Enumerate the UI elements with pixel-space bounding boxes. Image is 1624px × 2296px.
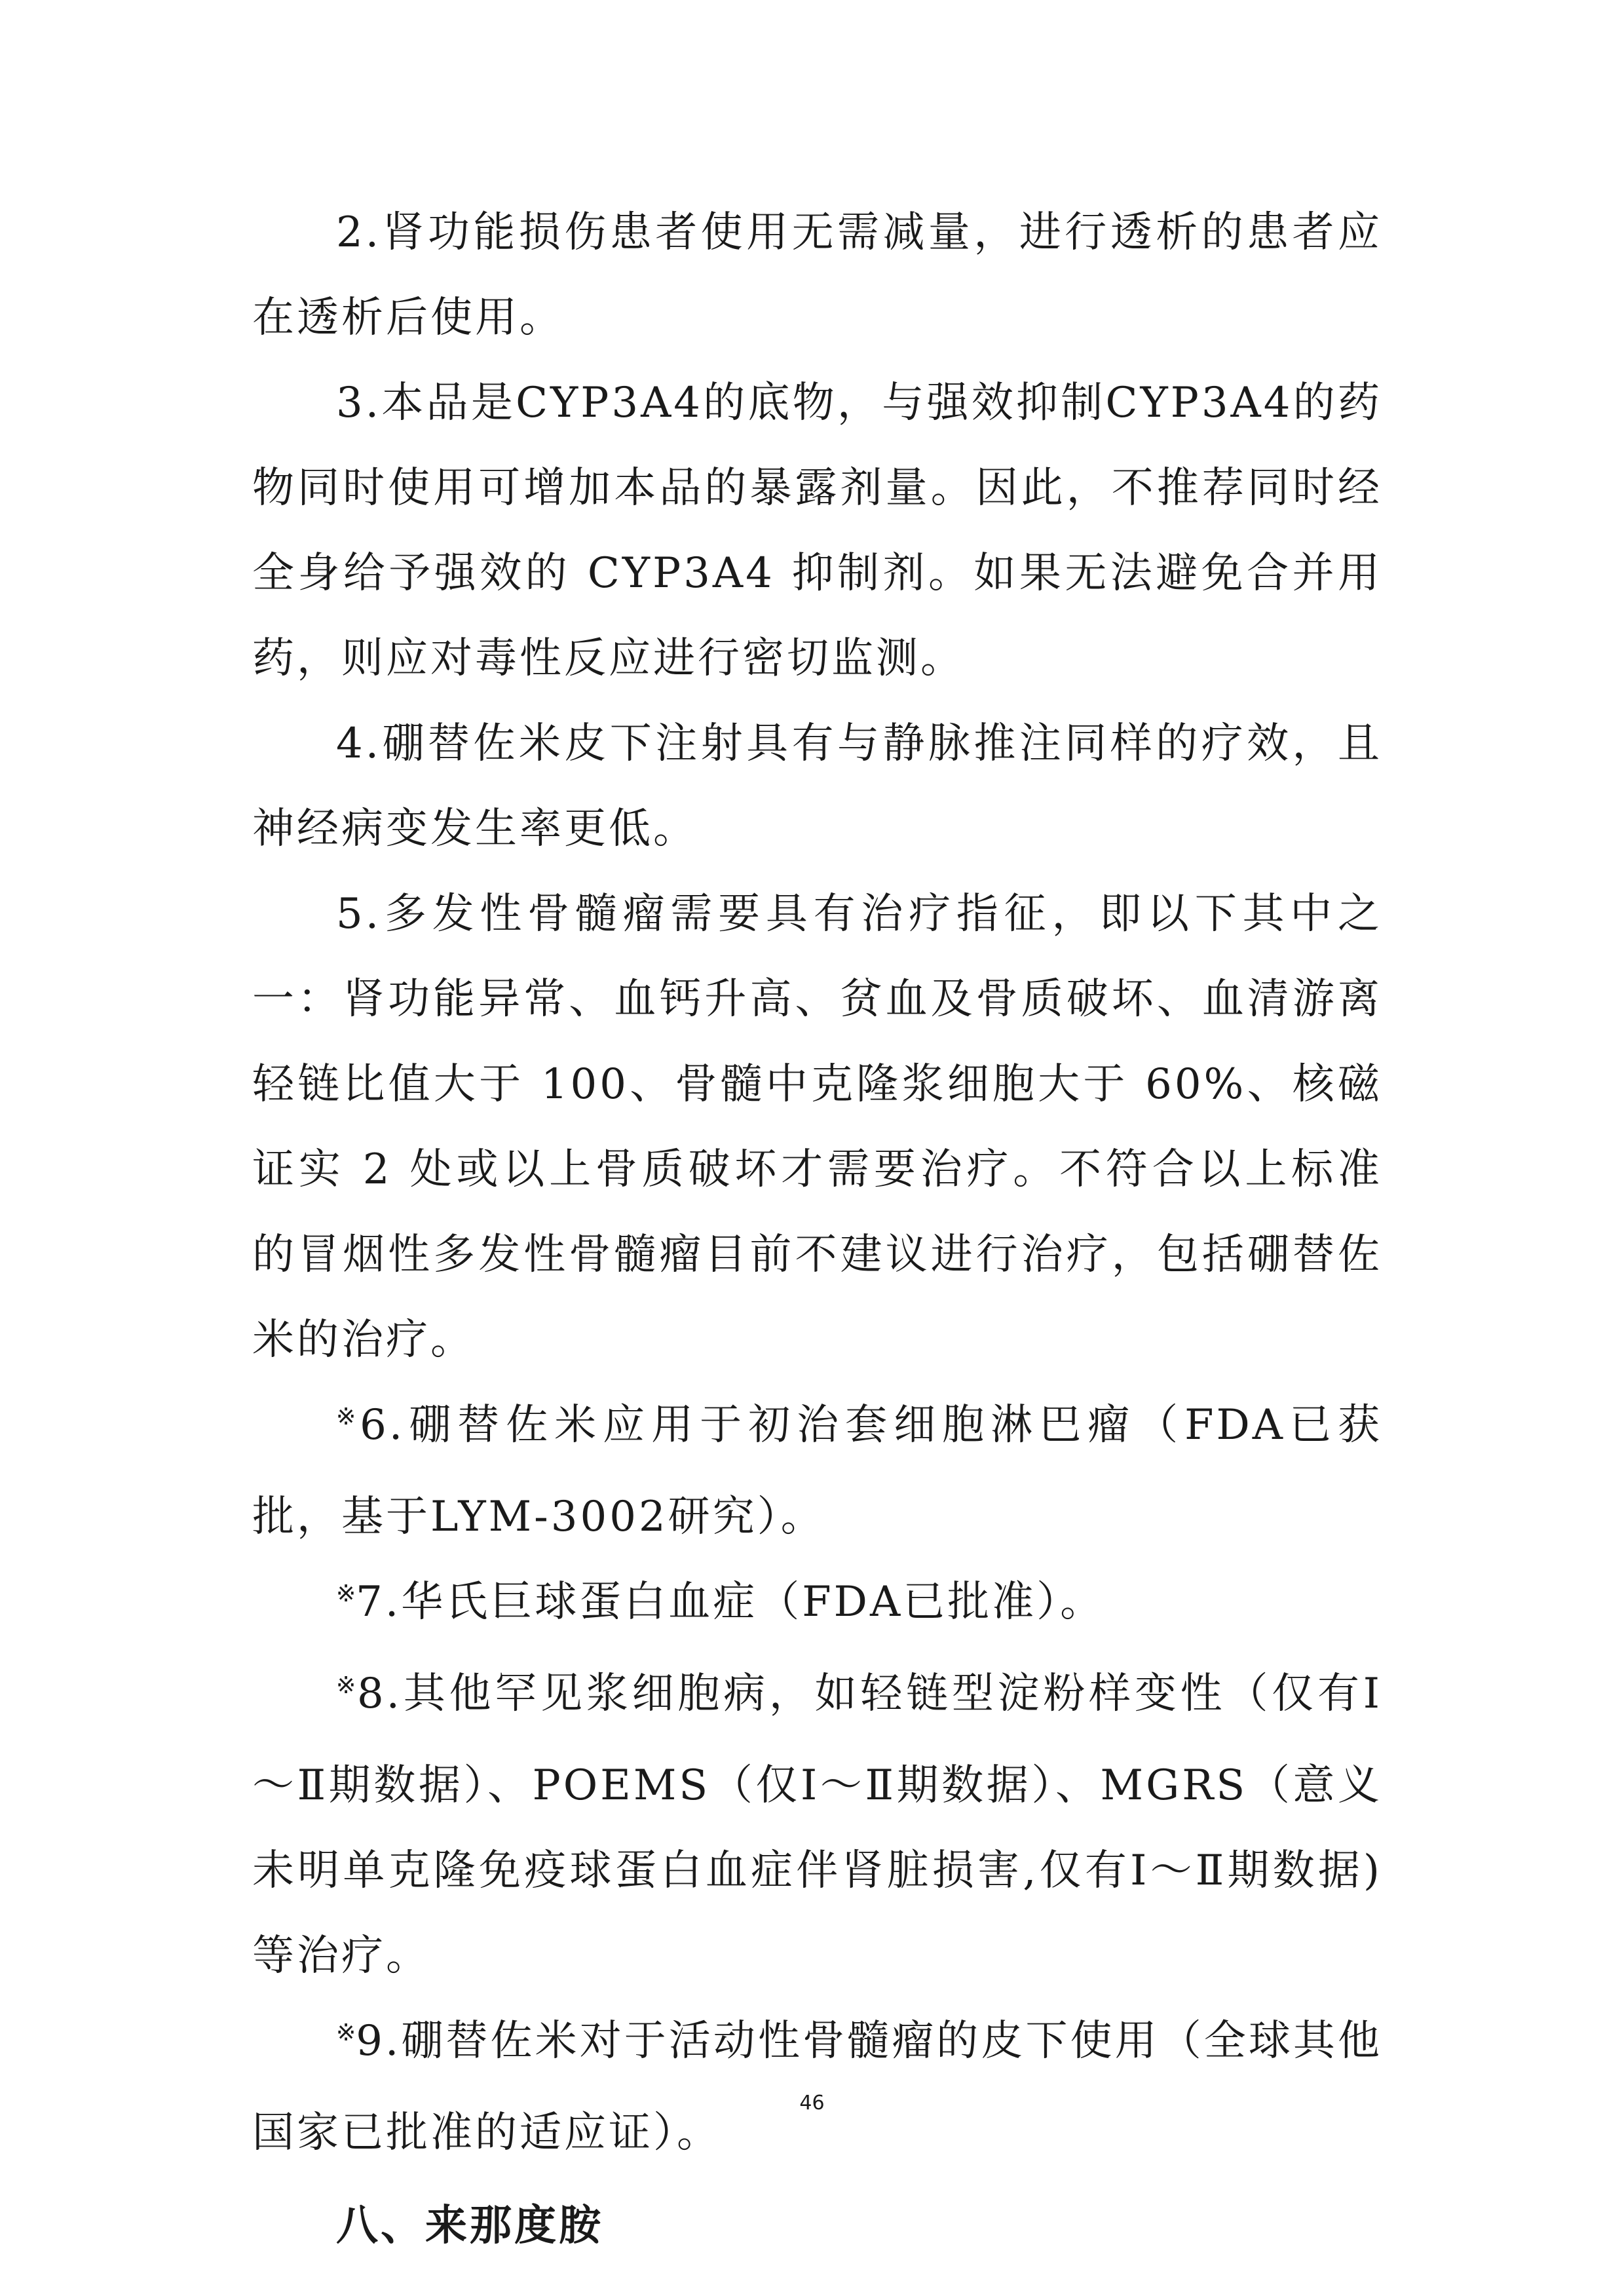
paragraph-item-4 bbox=[252, 701, 1382, 871]
paragraph-text: 8.其他罕见浆细胞病，如轻链型淀粉样变性（仅有Ⅰ～Ⅱ期数据）、POEMS（仅Ⅰ～Ⅱ期数据）、MGRS（意义未明单克隆免疫球蛋白血症伴肾脏损害,仅有Ⅰ～Ⅱ期数据)等治疗。 bbox=[252, 1670, 1383, 1980]
paragraph-text: 5.多发性骨髓瘤需要具有治疗指征，即以下其中之一：肾功能异常、血钙升高、贫血及骨质破坏、血清游离轻链比值大于 100、骨髓中克隆浆细胞大于 60%、核磁证实 2 处或以上骨质破坏才需要治疗。不符合以上标准的冒烟性多发性骨髓瘤目前不建议进行治疗，包括硼替佐米的治疗。 bbox=[252, 890, 1382, 1364]
paragraph-item-2 bbox=[252, 190, 1382, 360]
section-heading: 八、来那度胺 bbox=[336, 2202, 603, 2250]
reference-mark: ※ bbox=[336, 1404, 360, 1430]
paragraph-text: 7.华氏巨球蛋白血症（FDA已批准）。 bbox=[356, 1578, 1105, 1626]
paragraph-item-5 bbox=[252, 871, 1382, 1383]
paragraph-item-9 bbox=[252, 1999, 1382, 2175]
paragraph-item-6 bbox=[252, 1383, 1382, 1559]
paragraph-item-8 bbox=[252, 1651, 1382, 1999]
paragraph-text: 4.硼替佐米皮下注射具有与静脉推注同样的疗效，且神经病变发生率更低。 bbox=[252, 719, 1382, 853]
paragraph-text: 2.肾功能损伤患者使用无需减量，进行透析的患者应在透析后使用。 bbox=[252, 208, 1382, 342]
reference-mark: ※ bbox=[336, 1672, 357, 1699]
reference-mark: ※ bbox=[336, 1580, 356, 1607]
page-number: 46 bbox=[799, 2092, 825, 2114]
paragraph-text: 6.硼替佐米应用于初治套细胞淋巴瘤（FDA已获批，基于LYM-3002研究）。 bbox=[252, 1401, 1382, 1541]
reference-mark: ※ bbox=[336, 2019, 356, 2046]
paragraph-item-3 bbox=[252, 360, 1382, 701]
paragraph-text: 3.本品是CYP3A4的底物，与强效抑制CYP3A4的药物同时使用可增加本品的暴露剂量。因此，不推荐同时经全身给予强效的 CYP3A4 抑制剂。如果无法避免合并用药，则应对毒性反应进行密切监测。 bbox=[252, 379, 1382, 683]
paragraph-item-7 bbox=[252, 1559, 1382, 1651]
paragraph-text: 9.硼替佐米对于活动性骨髓瘤的皮下使用（全球其他国家已批准的适应证）。 bbox=[252, 2017, 1382, 2157]
page-body bbox=[252, 190, 1382, 2268]
